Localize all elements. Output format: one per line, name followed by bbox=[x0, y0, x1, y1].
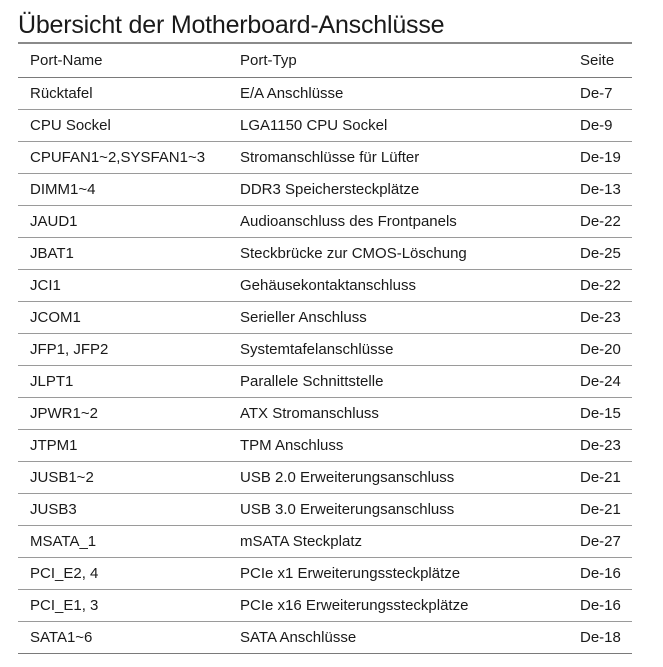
cell-port-type: USB 2.0 Erweiterungsanschluss bbox=[228, 462, 568, 494]
table-row bbox=[18, 334, 632, 366]
table-row bbox=[18, 558, 632, 590]
cell-port-name: JUSB3 bbox=[18, 494, 228, 526]
cell-port-type: TPM Anschluss bbox=[228, 430, 568, 462]
cell-page: De-20 bbox=[568, 334, 632, 366]
cell-page: De-16 bbox=[568, 558, 632, 590]
cell-page: De-19 bbox=[568, 142, 632, 174]
cell-port-name: DIMM1~4 bbox=[18, 174, 228, 206]
cell-port-type: E/A Anschlüsse bbox=[228, 78, 568, 110]
cell-page: De-18 bbox=[568, 622, 632, 654]
cell-port-name: JUSB1~2 bbox=[18, 462, 228, 494]
cell-port-type: PCIe x1 Erweiterungssteckplätze bbox=[228, 558, 568, 590]
cell-port-name: JTPM1 bbox=[18, 430, 228, 462]
table-row bbox=[18, 494, 632, 526]
cell-page: De-15 bbox=[568, 398, 632, 430]
cell-port-type: Parallele Schnittstelle bbox=[228, 366, 568, 398]
cell-page: De-13 bbox=[568, 174, 632, 206]
table-row bbox=[18, 430, 632, 462]
cell-page: De-25 bbox=[568, 238, 632, 270]
cell-page: De-24 bbox=[568, 366, 632, 398]
cell-port-type: Steckbrücke zur CMOS-Löschung bbox=[228, 238, 568, 270]
cell-port-name: JFP1, JFP2 bbox=[18, 334, 228, 366]
cell-port-type: Gehäusekontaktanschluss bbox=[228, 270, 568, 302]
header-port-type: Port-Typ bbox=[228, 44, 568, 78]
table-row bbox=[18, 142, 632, 174]
cell-port-type: SATA Anschlüsse bbox=[228, 622, 568, 654]
cell-port-name: JLPT1 bbox=[18, 366, 228, 398]
cell-port-name: JPWR1~2 bbox=[18, 398, 228, 430]
cell-page: De-27 bbox=[568, 526, 632, 558]
table-row bbox=[18, 462, 632, 494]
document-page bbox=[18, 10, 632, 654]
cell-port-type: Systemtafelanschlüsse bbox=[228, 334, 568, 366]
cell-page: De-22 bbox=[568, 206, 632, 238]
table-row bbox=[18, 110, 632, 142]
cell-port-type: Stromanschlüsse für Lüfter bbox=[228, 142, 568, 174]
cell-port-type: DDR3 Speichersteckplätze bbox=[228, 174, 568, 206]
table-row bbox=[18, 78, 632, 110]
header-page: Seite bbox=[568, 44, 632, 78]
table-header-row bbox=[18, 44, 632, 78]
cell-page: De-21 bbox=[568, 462, 632, 494]
page-title: Übersicht der Motherboard-Anschlüsse bbox=[18, 11, 445, 39]
cell-page: De-7 bbox=[568, 78, 632, 110]
cell-port-type: PCIe x16 Erweiterungssteckplätze bbox=[228, 590, 568, 622]
cell-port-type: LGA1150 CPU Sockel bbox=[228, 110, 568, 142]
ports-table bbox=[18, 44, 632, 654]
cell-page: De-22 bbox=[568, 270, 632, 302]
cell-port-name: PCI_E1, 3 bbox=[18, 590, 228, 622]
cell-port-name: JAUD1 bbox=[18, 206, 228, 238]
cell-port-name: PCI_E2, 4 bbox=[18, 558, 228, 590]
cell-port-name: JCI1 bbox=[18, 270, 228, 302]
table-row bbox=[18, 302, 632, 334]
cell-page: De-9 bbox=[568, 110, 632, 142]
cell-port-name: Rücktafel bbox=[18, 78, 228, 110]
table-row bbox=[18, 526, 632, 558]
cell-page: De-16 bbox=[568, 590, 632, 622]
table-row bbox=[18, 398, 632, 430]
table-row bbox=[18, 622, 632, 654]
table-row bbox=[18, 238, 632, 270]
cell-port-type: ATX Stromanschluss bbox=[228, 398, 568, 430]
cell-port-name: SATA1~6 bbox=[18, 622, 228, 654]
cell-page: De-23 bbox=[568, 430, 632, 462]
table-row bbox=[18, 366, 632, 398]
table-row bbox=[18, 270, 632, 302]
cell-port-name: CPU Sockel bbox=[18, 110, 228, 142]
header-port-name: Port-Name bbox=[18, 44, 228, 78]
table-row bbox=[18, 174, 632, 206]
cell-port-name: MSATA_1 bbox=[18, 526, 228, 558]
table-row bbox=[18, 206, 632, 238]
cell-page: De-23 bbox=[568, 302, 632, 334]
cell-port-name: JCOM1 bbox=[18, 302, 228, 334]
cell-port-type: Serieller Anschluss bbox=[228, 302, 568, 334]
cell-page: De-21 bbox=[568, 494, 632, 526]
cell-port-type: Audioanschluss des Frontpanels bbox=[228, 206, 568, 238]
cell-port-name: CPUFAN1~2,SYSFAN1~3 bbox=[18, 142, 228, 174]
table-row bbox=[18, 590, 632, 622]
cell-port-name: JBAT1 bbox=[18, 238, 228, 270]
cell-port-type: mSATA Steckplatz bbox=[228, 526, 568, 558]
cell-port-type: USB 3.0 Erweiterungsanschluss bbox=[228, 494, 568, 526]
